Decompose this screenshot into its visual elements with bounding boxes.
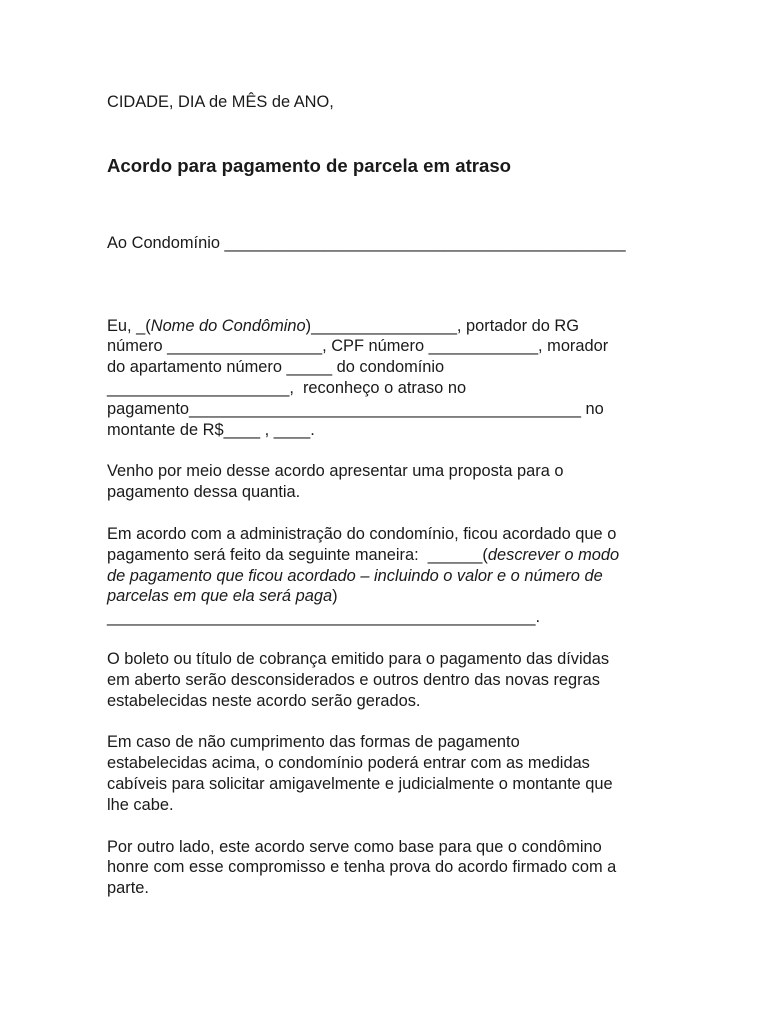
date-line: CIDADE, DIA de MÊS de ANO, bbox=[107, 93, 334, 111]
paragraph-line: em aberto serão desconsiderados e outros dentro das novas regras bbox=[107, 670, 600, 689]
paragraph-line: lhe cabe. bbox=[107, 795, 174, 814]
document-page bbox=[107, 92, 667, 899]
paragraph-line: pagamento___________________________________________ no bbox=[107, 399, 604, 418]
paragraph-line: estabelecidas acima, o condomínio poderá entrar com as medidas bbox=[107, 754, 590, 773]
paragraph-line: Eu, _(Nome do Condômino)________________, portador do RG bbox=[107, 316, 580, 335]
billing-paragraph bbox=[107, 649, 667, 711]
payment-terms-paragraph bbox=[107, 524, 667, 628]
commitment-paragraph bbox=[107, 837, 667, 899]
paragraph-line: número _________________, CPF número ____________, morador bbox=[107, 337, 609, 356]
paragraph-line: ____________________, reconheço o atraso no bbox=[107, 378, 467, 397]
paragraph-line: Venho por meio desse acordo apresentar uma proposta para o bbox=[107, 462, 564, 481]
paragraph-line: honre com esse compromisso e tenha prova do acordo firmado com a bbox=[107, 858, 617, 877]
paragraph-line: parte. bbox=[107, 879, 149, 898]
paragraph-line: Por outro lado, este acordo serve como base para que o condômino bbox=[107, 837, 602, 856]
addressee-line: Ao Condomínio ____________________________________________ bbox=[107, 233, 626, 252]
noncompliance-paragraph bbox=[107, 732, 667, 815]
paragraph-line: do apartamento número _____ do condomínio bbox=[107, 358, 445, 377]
proposal-paragraph bbox=[107, 461, 667, 503]
paragraph-line: estabelecidas neste acordo serão gerados. bbox=[107, 691, 421, 710]
paragraph-line: Em acordo com a administração do condomínio, ficou acordado que o bbox=[107, 524, 617, 543]
declaration-paragraph bbox=[107, 316, 667, 441]
name-placeholder: Nome do Condômino bbox=[150, 316, 306, 335]
paragraph-line: de pagamento que ficou acordado – incluindo o valor e o número de bbox=[107, 566, 603, 585]
paragraph-line: parcelas em que ela será paga) bbox=[107, 587, 338, 606]
paragraph-line: O boleto ou título de cobrança emitido para o pagamento das dívidas bbox=[107, 649, 610, 668]
document-title: Acordo para pagamento de parcela em atraso bbox=[107, 154, 512, 176]
paragraph-line: pagamento será feito da seguinte maneira: ______(descrever o modo bbox=[107, 545, 620, 564]
paragraph-line: Em caso de não cumprimento das formas de pagamento bbox=[107, 733, 520, 752]
paragraph-line: montante de R$____ , ____. bbox=[107, 420, 315, 439]
paragraph-line: _______________________________________________. bbox=[107, 608, 540, 627]
paragraph-line: pagamento dessa quantia. bbox=[107, 483, 301, 502]
paragraph-line: cabíveis para solicitar amigavelmente e judicialmente o montante que bbox=[107, 774, 613, 793]
